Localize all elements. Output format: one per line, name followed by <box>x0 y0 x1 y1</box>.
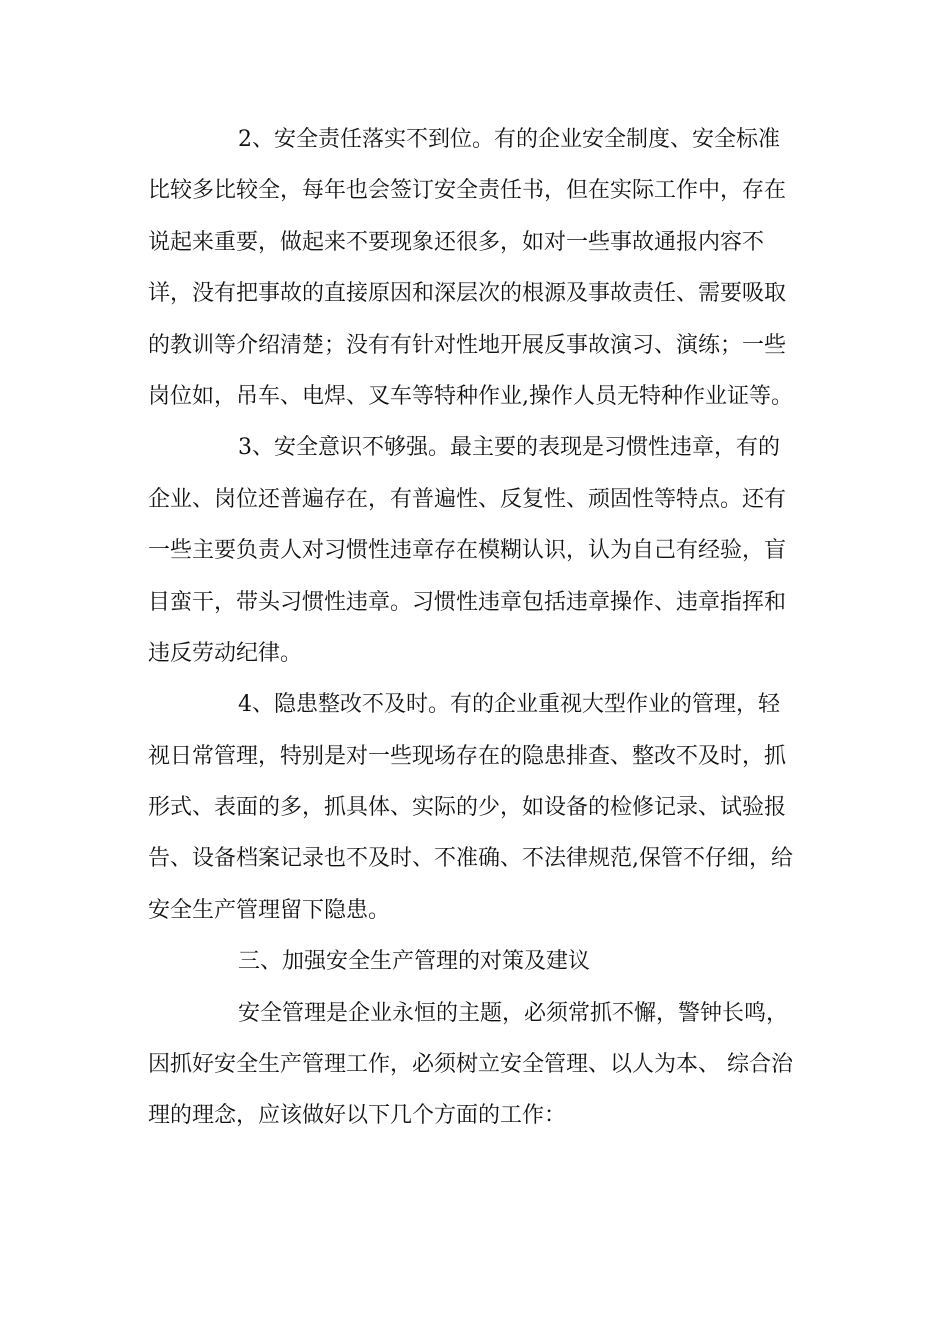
text-line: 2、安全责任落实不到位。有的企业安全制度、安全标准 <box>238 127 780 152</box>
text-line: 说起来重要，做起来不要现象还很多，如对一些事故通报内容不 <box>148 229 765 255</box>
text-line: 4、隐患整改不及时。有的企业重视大型作业的管理，轻 <box>238 692 780 718</box>
text-line: 详，没有把事故的直接原因和深层次的根源及事故责任、需要吸取 <box>148 281 787 307</box>
text-line: 因抓好安全生产管理工作，必须树立安全管理、以人为本、 综合治 <box>148 1052 793 1078</box>
section-heading: 三、加强安全生产管理的对策及建议 <box>238 949 591 975</box>
text-line: 安全管理是企业永恒的主题，必须常抓不懈，警钟长鸣， <box>238 1000 789 1026</box>
text-line: 的教训等介绍清楚；没有有针对性地开展反事故演习、演练；一些 <box>148 332 787 358</box>
text-line: 理的理念，应该做好以下几个方面的工作： <box>148 1103 567 1129</box>
text-line: 目蛮干，带头习惯性违章。习惯性违章包括违章操作、违章指挥和 <box>148 589 787 615</box>
text-line: 形式、表面的多，抓具体、实际的少，如设备的检修记录、试验报 <box>148 795 787 821</box>
text-line: 企业、岗位还普遍存在，有普遍性、反复性、顽固性等特点。还有 <box>148 486 787 512</box>
text-line: 3、安全意识不够强。最主要的表现是习惯性违章，有的 <box>238 435 780 461</box>
text-line: 一些主要负责人对习惯性违章存在模糊认识，认为自己有经验，盲 <box>148 538 787 564</box>
text-line: 比较多比较全，每年也会签订安全责任书，但在实际工作中，存在 <box>148 178 787 204</box>
text-line: 视日常管理，特别是对一些现场存在的隐患排查、整改不及时，抓 <box>148 743 787 769</box>
text-line: 安全生产管理留下隐患。 <box>148 897 391 923</box>
text-line: 告、设备档案记录也不及时、不准确、不法律规范,保管不仔细，给 <box>148 846 793 872</box>
text-line: 违反劳动纪律。 <box>148 640 303 666</box>
text-line: 岗位如，吊车、电焊、叉车等特种作业,操作人员无特种作业证等。 <box>148 383 793 409</box>
body-text <box>148 114 804 1142</box>
